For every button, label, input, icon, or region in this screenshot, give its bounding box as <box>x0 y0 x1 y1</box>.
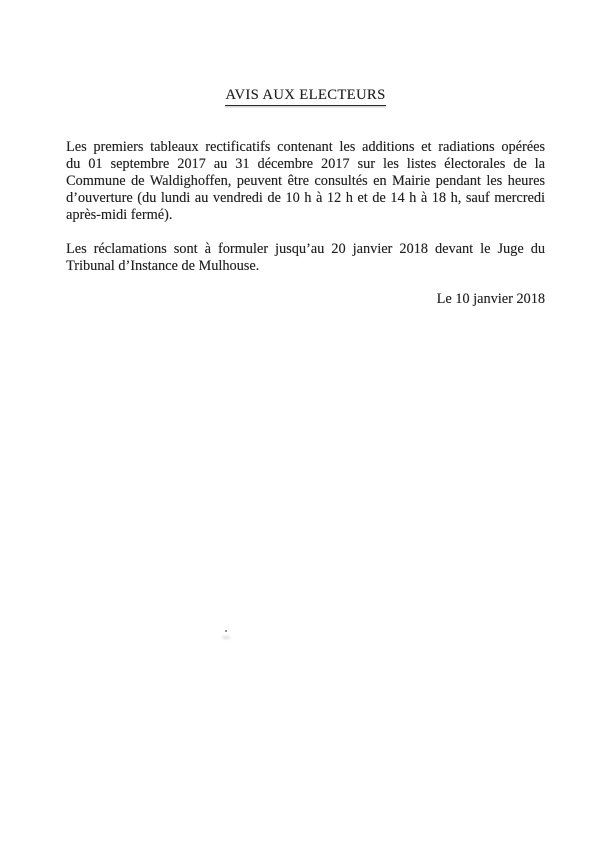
paragraph-reclamations <box>66 241 545 275</box>
scan-speck <box>225 630 227 632</box>
text-line: Commune de Waldighoffen, peuvent être consultés en Mairie pendant les heures <box>66 173 545 189</box>
scan-smudge <box>220 634 232 641</box>
notice-title-text: AVIS AUX ELECTEURS <box>225 87 385 106</box>
text-line: du 01 septembre 2017 au 31 décembre 2017 sur les listes électorales de la <box>66 156 545 172</box>
notice-title <box>0 87 611 106</box>
text-line: Tribunal d’Instance de Mulhouse. <box>66 258 260 274</box>
text-line: Les réclamations sont à formuler jusqu’au 20 janvier 2018 devant le Juge du <box>66 241 545 257</box>
paragraph-consultation <box>66 139 545 224</box>
text-line: d’ouverture (du lundi au vendredi de 10 h à 12 h et de 14 h à 18 h, sauf mercredi <box>66 190 545 206</box>
text-line: après-midi fermé). <box>66 207 173 223</box>
date-line: Le 10 janvier 2018 <box>436 291 545 307</box>
text-line: Les premiers tableaux rectificatifs contenant les additions et radiations opérées <box>66 139 545 155</box>
